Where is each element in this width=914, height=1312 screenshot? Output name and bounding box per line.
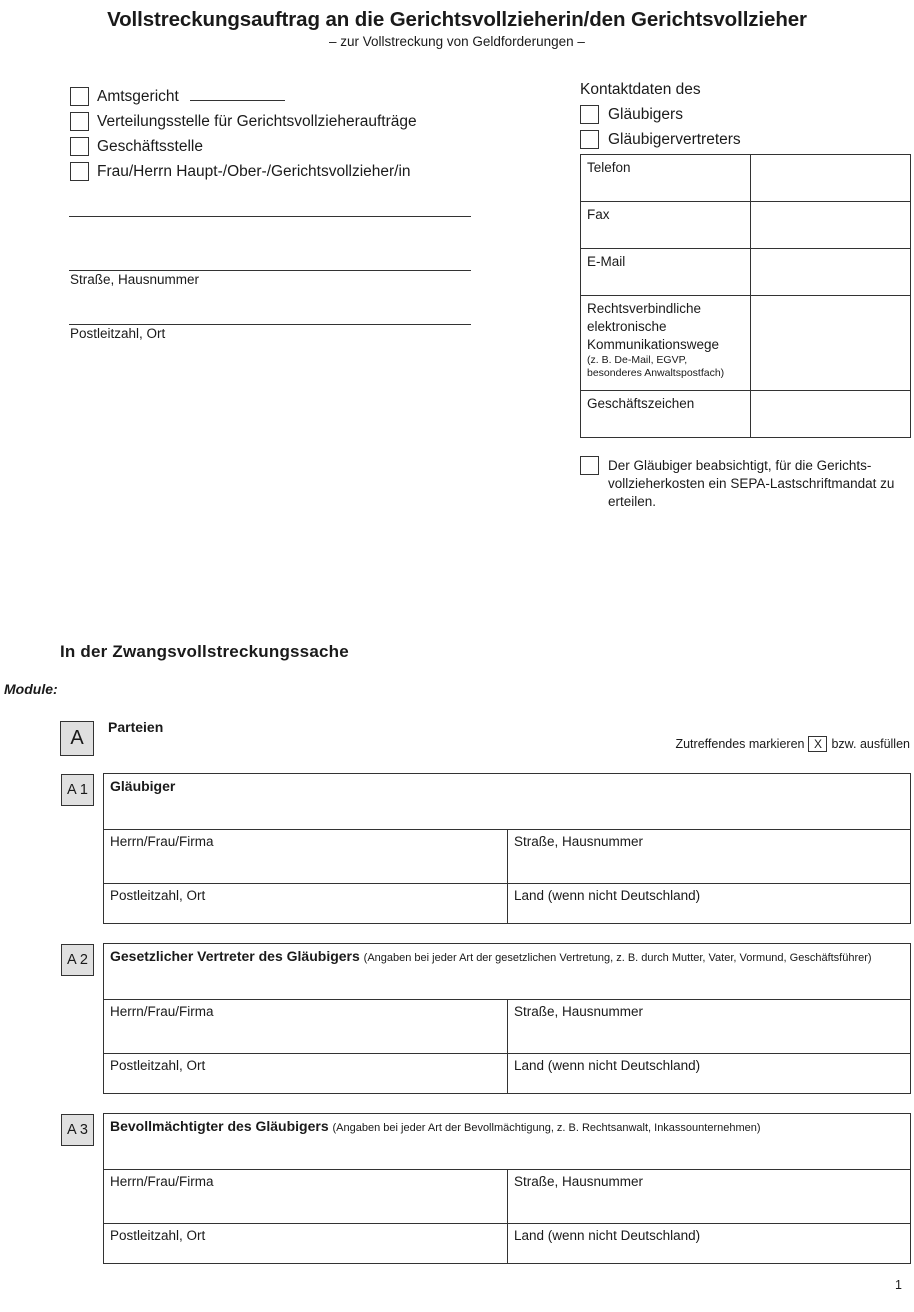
module-a-title: Parteien [108, 719, 164, 735]
glaeubigervertreter-checkbox[interactable] [580, 130, 599, 149]
contact-row-legal [581, 296, 910, 391]
verteilungsstelle-checkbox[interactable] [70, 112, 89, 131]
section-a3-row-2 [104, 1224, 910, 1263]
section-a2-row-1 [104, 1000, 910, 1054]
a1-country-label: Land (wenn nicht Deutschland) [514, 888, 701, 903]
contact-heading: Kontaktdaten des [580, 81, 701, 98]
a1-street-label: Straße, Hausnummer [514, 834, 644, 849]
gerichtsvollzieher-label: Frau/Herrn Haupt-/Ober-/Gerichtsvollzieher/in [97, 163, 411, 180]
a3-country-field[interactable] [508, 1224, 910, 1263]
section-a3-row-1 [104, 1170, 910, 1224]
glaeubigervertreter-label: Gläubigervertreters [608, 131, 741, 148]
a2-street-field[interactable] [508, 1000, 910, 1053]
a1-city-label: Postleitzahl, Ort [110, 888, 206, 903]
legal-channels-label [581, 296, 751, 390]
case-heading: In der Zwangsvollstreckungssache [60, 642, 349, 661]
sepa-text: Der Gläubiger beabsichtigt, für die Gerichts-vollzieherkosten ein SEPA-Lastschriftmandat zu erteilen. [608, 458, 895, 509]
section-a2-row-2 [104, 1054, 910, 1093]
telefon-field[interactable] [751, 155, 910, 201]
form-title: Vollstreckungsauftrag an die Gerichtsvollzieherin/den Gerichtsvollzieher [107, 8, 807, 31]
form-subtitle: – zur Vollstreckung von Geldforderungen – [329, 34, 585, 49]
fax-field[interactable] [751, 202, 910, 248]
a3-street-label: Straße, Hausnummer [514, 1174, 644, 1189]
modules-label: Module: [4, 681, 58, 697]
section-a3-title: Bevollmächtigter des Gläubigers [110, 1118, 329, 1134]
section-a1-header [104, 774, 910, 830]
gerichtsvollzieher-checkbox[interactable] [70, 162, 89, 181]
fill-hint-after: bzw. ausfüllen [831, 737, 910, 751]
telefon-label: Telefon [581, 155, 751, 201]
section-a3-bevollmaechtigter [103, 1113, 911, 1264]
a2-name-field[interactable] [104, 1000, 508, 1053]
section-a2-header [104, 944, 910, 1000]
a3-name-label: Herrn/Frau/Firma [110, 1174, 214, 1189]
a2-city-label: Postleitzahl, Ort [110, 1058, 206, 1073]
a2-street-label: Straße, Hausnummer [514, 1004, 644, 1019]
section-a2-title: Gesetzlicher Vertreter des Gläubigers [110, 948, 360, 964]
a2-city-field[interactable] [104, 1054, 508, 1093]
amtsgericht-label: Amtsgericht [97, 88, 179, 105]
module-a-badge: A [60, 721, 94, 756]
fax-label: Fax [581, 202, 751, 248]
page-number: 1 [895, 1278, 902, 1292]
a3-name-field[interactable] [104, 1170, 508, 1223]
a1-country-field[interactable] [508, 884, 910, 923]
a1-street-field[interactable] [508, 830, 910, 883]
fill-hint-mark: X [808, 736, 827, 752]
a3-city-label: Postleitzahl, Ort [110, 1228, 206, 1243]
section-a1-glaeubiger [103, 773, 911, 924]
verteilungsstelle-label: Verteilungsstelle für Gerichtsvollzieheraufträge [97, 113, 417, 130]
email-label: E-Mail [581, 249, 751, 295]
a2-name-label: Herrn/Frau/Firma [110, 1004, 214, 1019]
amtsgericht-input-line[interactable] [190, 100, 285, 101]
a3-city-field[interactable] [104, 1224, 508, 1263]
a2-country-field[interactable] [508, 1054, 910, 1093]
recipient-street-line[interactable] [69, 270, 471, 271]
sepa-checkbox[interactable] [580, 456, 599, 475]
recipient-city-label: Postleitzahl, Ort [70, 326, 166, 341]
contact-row-fax [581, 202, 910, 249]
geschaeftsstelle-checkbox[interactable] [70, 137, 89, 156]
a3-country-label: Land (wenn nicht Deutschland) [514, 1228, 701, 1243]
contact-row-telefon [581, 155, 910, 202]
glaeubiger-checkbox[interactable] [580, 105, 599, 124]
module-a1-badge: A 1 [61, 774, 94, 806]
glaeubiger-label: Gläubigers [608, 106, 683, 123]
legal-channels-sub: (z. B. De-Mail, EGVP, besonderes Anwaltspostfach) [587, 354, 725, 379]
contact-row-ref [581, 391, 910, 437]
contact-table [580, 154, 911, 438]
reference-field[interactable] [751, 391, 910, 437]
legal-channels-field[interactable] [751, 296, 910, 390]
module-a3-badge: A 3 [61, 1114, 94, 1146]
section-a2-note: (Angaben bei jeder Art der gesetzlichen Vertretung, z. B. durch Mutter, Vater, Vormund, Geschäftsführer) [363, 952, 872, 964]
section-a2-vertreter [103, 943, 911, 1094]
geschaeftsstelle-label: Geschäftsstelle [97, 138, 203, 155]
a2-country-label: Land (wenn nicht Deutschland) [514, 1058, 701, 1073]
amtsgericht-checkbox[interactable] [70, 87, 89, 106]
a1-name-label: Herrn/Frau/Firma [110, 834, 214, 849]
recipient-city-line[interactable] [69, 324, 471, 325]
section-a3-note: (Angaben bei jeder Art der Bevollmächtigung, z. B. Rechtsanwalt, Inkassounternehmen) [332, 1122, 761, 1134]
section-a3-header [104, 1114, 910, 1170]
section-a1-row-1 [104, 830, 910, 884]
legal-channels-main: Rechtsverbindliche elektronische Kommunikationswege [587, 301, 720, 352]
fill-hint-before: Zutreffendes markieren [675, 737, 805, 751]
email-field[interactable] [751, 249, 910, 295]
contact-row-email [581, 249, 910, 296]
a1-name-field[interactable] [104, 830, 508, 883]
fill-hint [675, 736, 910, 752]
a3-street-field[interactable] [508, 1170, 910, 1223]
section-a1-title: Gläubiger [110, 778, 176, 794]
recipient-street-label: Straße, Hausnummer [70, 272, 200, 287]
a1-city-field[interactable] [104, 884, 508, 923]
module-a2-badge: A 2 [61, 944, 94, 976]
section-a1-row-2 [104, 884, 910, 923]
reference-label: Geschäftszeichen [581, 391, 751, 437]
recipient-name-line[interactable] [69, 216, 471, 217]
